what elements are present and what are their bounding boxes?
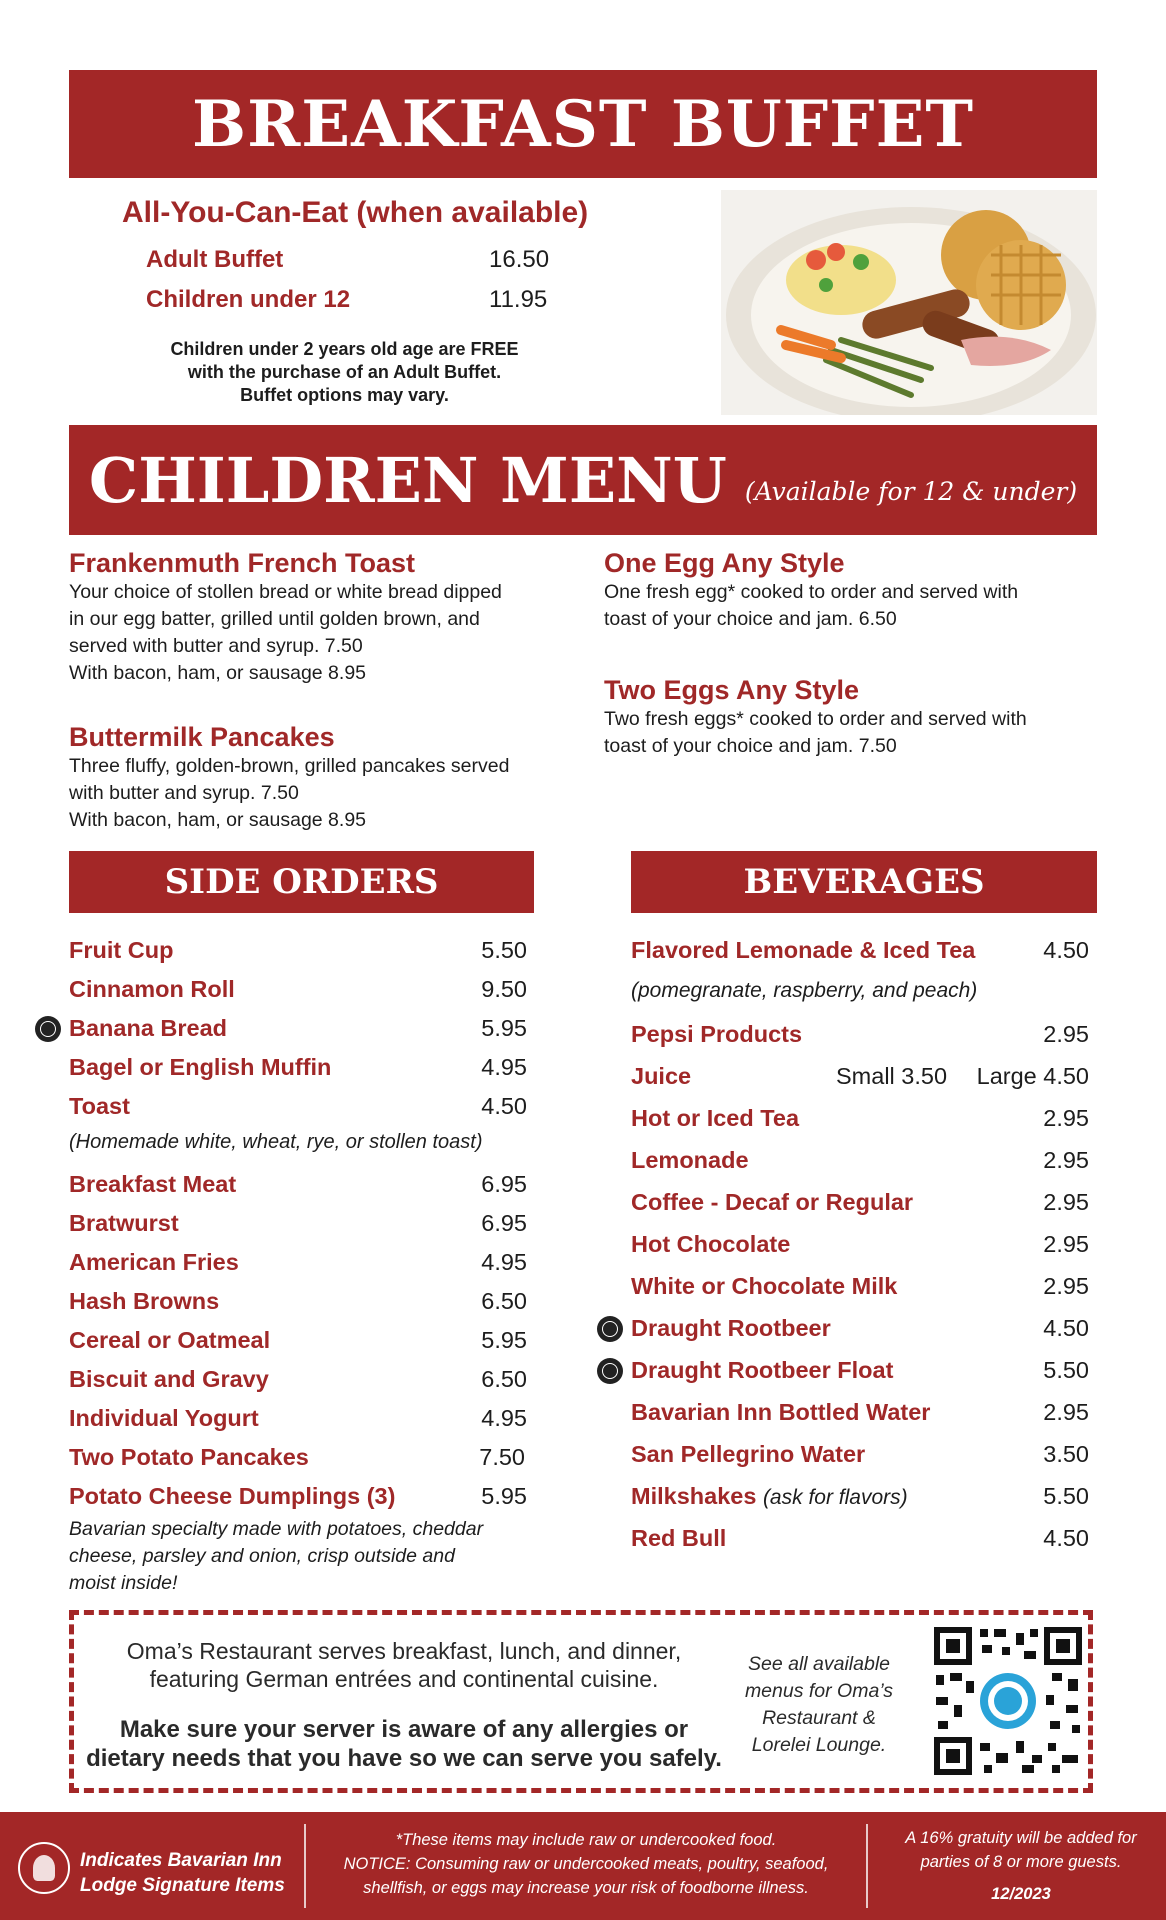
list-item [69,1399,527,1438]
price-value: 16.50 [489,246,550,273]
item-name: Bagel or English Muffin [69,1054,332,1080]
menu-item-name: Buttermilk Pancakes [69,722,335,752]
raw-food-notice [316,1828,856,1900]
item-name: Draught Rootbeer [631,1315,831,1341]
buffet-note-line: Children under 2 years old age are FREE [170,339,519,359]
item-name: Milkshakes [631,1483,757,1509]
item-price: 6.95 [481,1210,527,1236]
dumplings-note [69,1516,527,1597]
list-item [69,1204,527,1243]
menu-item-name: One Egg Any Style [604,548,845,578]
list-item [631,1351,1089,1393]
description-line: in our egg batter, grilled until golden brown, and [69,608,480,630]
item-name: White or Chocolate Milk [631,1273,898,1299]
restaurant-info [74,1637,734,1693]
item-price: 2.95 [1043,1399,1089,1425]
caption-line: Restaurant & [762,1707,876,1729]
menu-item-description [604,579,1084,633]
item-price: 2.95 [1043,1105,1089,1131]
signature-item-icon [597,1358,623,1384]
gratuity-line: A 16% gratuity will be added for [905,1829,1137,1847]
item-name: Potato Cheese Dumplings (3) [69,1483,396,1509]
list-item [631,1477,1089,1519]
beverages-list [631,931,1089,1561]
item-price: 4.50 [481,1093,527,1119]
list-item [631,1057,1089,1099]
item-name: Two Potato Pancakes [69,1444,309,1470]
list-item [69,1048,527,1087]
menu-item-description [69,753,589,834]
signature-item-icon [35,1016,61,1042]
item-name: Draught Rootbeer Float [631,1357,894,1383]
qr-caption [734,1651,904,1759]
item-price: 4.95 [481,1054,527,1080]
toast-note: (Homemade white, wheat, rye, or stollen toast) [69,1131,483,1153]
item-price: 5.95 [481,1483,527,1509]
side-orders-list [69,931,527,1597]
caption-line: menus for Oma’s [744,1680,894,1702]
item-name: American Fries [69,1249,239,1275]
item-price: 6.50 [481,1366,527,1392]
footer-divider [304,1824,306,1908]
buffet-note [122,338,567,407]
item-name: Cinnamon Roll [69,976,235,1002]
buffet-section [122,196,682,407]
juice-small-price: Small 3.50 [836,1063,948,1089]
item-name: Fruit Cup [69,937,174,963]
signature-item-icon [597,1316,623,1342]
children-menu-title: CHILDREN MENU [88,443,727,517]
lemonade-flavors-note: (pomegranate, raspberry, and peach) [631,979,978,1002]
item-price: 4.95 [481,1249,527,1275]
menu-date: 12/2023 [991,1885,1051,1903]
menu-item-description [604,706,1084,760]
footer [0,1812,1166,1920]
description-line: With bacon, ham, or sausage 8.95 [69,662,367,684]
item-name: Hot Chocolate [631,1231,791,1257]
item-name: Biscuit and Gravy [69,1366,269,1392]
item-price: 5.95 [481,1327,527,1353]
menu-item-description [69,579,569,687]
item-price: 4.50 [1043,1525,1089,1551]
list-item [69,1087,527,1126]
item-price: 6.95 [481,1171,527,1197]
caption-line: See all available [747,1653,890,1675]
menu-item-french-toast [69,547,569,687]
note-line: moist inside! [69,1572,178,1594]
list-item [631,1183,1089,1225]
buffet-note-line: Buffet options may vary. [240,385,449,405]
price-label: Children under 12 [146,286,351,313]
info-line: featuring German entrées and continental cuisine. [149,1666,659,1692]
legend-line: Indicates Bavarian Inn [80,1850,282,1871]
buffet-note-line: with the purchase of an Adult Buffet. [187,362,502,382]
item-name: Toast [69,1093,130,1119]
item-name: Coffee - Decaf or Regular [631,1189,914,1215]
children-menu-banner [69,425,1097,535]
item-name: Hash Browns [69,1288,220,1314]
price-label: Adult Buffet [146,246,284,273]
item-name: Banana Bread [69,1015,228,1041]
item-name: San Pellegrino Water [631,1441,866,1467]
qr-code-icon[interactable] [932,1625,1084,1777]
list-item [69,1009,527,1048]
caption-line: Lorelei Lounge. [751,1734,887,1756]
list-item [69,1282,527,1321]
list-item [631,1225,1089,1267]
gratuity-notice [876,1826,1166,1906]
list-item [631,1141,1089,1183]
price-value: 11.95 [489,286,548,313]
item-name: Flavored Lemonade & Iced Tea [631,937,976,963]
item-price: 2.95 [1043,1231,1089,1257]
item-price: 5.50 [1043,1483,1089,1509]
menu-item-one-egg [604,547,1084,633]
item-name: Pepsi Products [631,1021,803,1047]
menu-item-two-eggs [604,674,1084,760]
side-orders-title: SIDE ORDERS [164,862,439,902]
note-line: Bavarian specialty made with potatoes, cheddar [69,1518,484,1540]
item-price: 9.50 [481,976,527,1002]
description-line: toast of your choice and jam. 7.50 [604,735,897,757]
list-item [69,1477,527,1516]
list-item [631,1267,1089,1309]
list-item [69,931,527,970]
description-line: with butter and syrup. 7.50 [69,782,299,804]
list-item [631,931,1089,973]
item-price: 3.50 [1043,1441,1089,1467]
signature-legend [80,1848,285,1898]
item-price: 4.95 [481,1405,527,1431]
buffet-price-adult [122,246,682,274]
item-price: 4.50 [1043,937,1089,963]
buffet-price-children [122,286,682,314]
children-menu-subtitle: (Available for 12 & under) [744,476,1078,506]
gratuity-line: parties of 8 or more guests. [920,1853,1122,1871]
note-line: cheese, parsley and onion, crisp outside and [69,1545,455,1567]
item-name: Red Bull [631,1525,727,1551]
description-line: One fresh egg* cooked to order and served with [604,581,1019,603]
list-item [631,1519,1089,1561]
list-item [69,1165,527,1204]
description-line: toast of your choice and jam. 6.50 [604,608,897,630]
item-price: 5.50 [1043,1357,1089,1383]
beverages-banner [631,851,1097,913]
list-item [631,1309,1089,1351]
description-line: With bacon, ham, or sausage 8.95 [69,809,367,831]
breakfast-buffet-banner [69,70,1097,178]
item-price: 2.95 [1043,1189,1089,1215]
list-item [69,1243,527,1282]
list-item [69,970,527,1009]
side-orders-banner [69,851,534,913]
juice-large-price: Large 4.50 [976,1063,1089,1089]
info-line: Make sure your server is aware of any allergies or [119,1716,689,1743]
description-line: served with butter and syrup. 7.50 [69,635,363,657]
item-price: 4.50 [1043,1315,1089,1341]
info-line: Oma’s Restaurant serves breakfast, lunch, and dinner, [126,1638,682,1664]
item-name: Juice [631,1063,692,1089]
item-price: 2.95 [1043,1147,1089,1173]
breakfast-plate-photo [721,190,1097,415]
item-name: Lemonade [631,1147,749,1173]
list-item [69,1360,527,1399]
description-line: Two fresh eggs* cooked to order and served with [604,708,1027,730]
description-line: Three fluffy, golden-brown, grilled pancakes served [69,755,510,777]
item-name: Hot or Iced Tea [631,1105,800,1131]
list-item [69,1321,527,1360]
buffet-subtitle: All-You-Can-Eat (when available) [122,196,589,229]
item-price: 6.50 [481,1288,527,1314]
list-item [631,1435,1089,1477]
item-name: Individual Yogurt [69,1405,259,1431]
item-price: 2.95 [1043,1021,1089,1047]
footer-divider [866,1824,868,1908]
item-price: 7.50 [479,1444,525,1470]
allergy-notice [74,1715,734,1773]
list-item [69,1438,527,1477]
milkshake-note: (ask for flavors) [762,1486,908,1509]
list-item [631,1015,1089,1057]
list-item [631,1393,1089,1435]
item-name: Bratwurst [69,1210,179,1236]
list-item [631,1099,1089,1141]
legend-line: Lodge Signature Items [80,1875,285,1896]
notice-line: *These items may include raw or undercooked food. [395,1831,777,1849]
info-line: dietary needs that you have so we can serve you safely. [86,1745,722,1772]
item-price: 5.50 [481,937,527,963]
menu-item-name: Frankenmuth French Toast [69,548,416,578]
item-price: 2.95 [1043,1273,1089,1299]
item-name: Bavarian Inn Bottled Water [631,1399,931,1425]
beverages-title: BEVERAGES [743,862,985,902]
bavarian-inn-logo-icon [18,1842,70,1894]
item-name: Cereal or Oatmeal [69,1327,271,1353]
description-line: Your choice of stollen bread or white bread dipped [69,581,502,603]
item-price: 5.95 [481,1015,527,1041]
notice-line: shellfish, or eggs may increase your risk of foodborne illness. [363,1879,809,1897]
breakfast-buffet-title: BREAKFAST BUFFET [192,86,974,162]
item-name: Breakfast Meat [69,1171,237,1197]
menu-item-pancakes [69,721,589,834]
info-box [69,1610,1093,1793]
notice-line: NOTICE: Consuming raw or undercooked meats, poultry, seafood, [343,1855,829,1873]
menu-item-name: Two Eggs Any Style [604,675,860,705]
